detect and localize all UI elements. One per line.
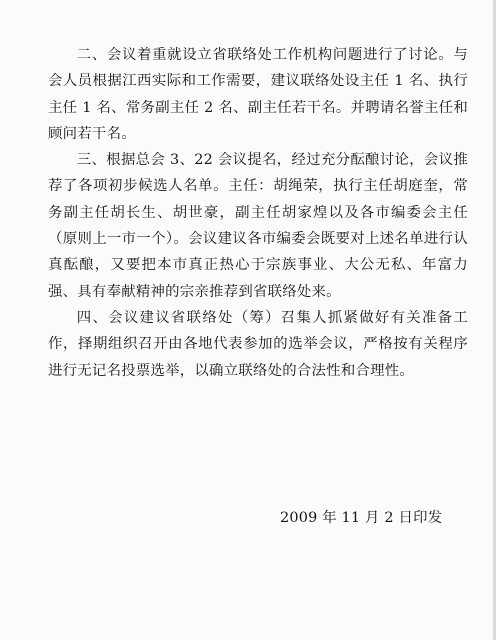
paragraph-3: 三、根据总会 3、22 会议提名，经过充分酝酿讨论，会议推荐了各项初步候选人名单。主任：胡绳荣，执行主任胡庭奎，常务副主任胡长生、胡世豪，副主任胡家煌以及各市编委会主任（原则上一市一个）。会议建议各市编委会既要对上述名单进行认真酝酿，又要把本市真正热心于宗族事业、大公无私、年富力强、具有奉献精神的宗亲推荐到省联络处来。 (48, 152, 468, 300)
paragraph-2: 二、会议着重就设立省联络处工作机构问题进行了讨论。与会人员根据江西实际和工作需要，建议联络处设主任 1 名、执行主任 1 名、常务副主任 2 名、副主任若干名。并聘请名誉主任和顾问若干名。 (48, 47, 468, 142)
paragraph-4: 四、会议建议省联络处（筹）召集人抓紧做好有关准备工作，择期组织召开由各地代表参加的选举会议，严格按有关程序进行无记名投票选举，以确立联络处的合法性和合理性。 (48, 309, 468, 379)
document-body (48, 42, 468, 384)
issue-date: 2009 年 11 月 2 日印发 (280, 510, 443, 526)
